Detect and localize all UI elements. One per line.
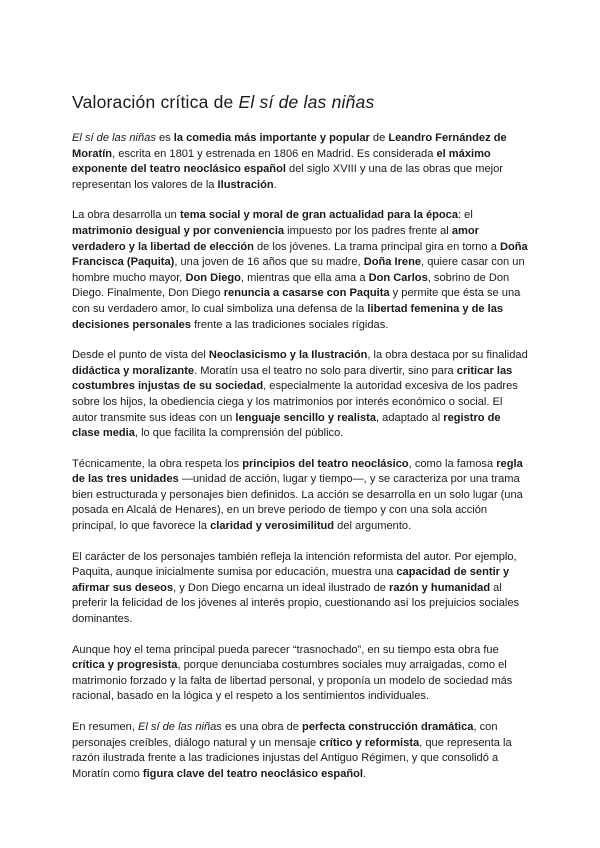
text-run: al preferir la felicidad de los jóvenes al interés propio, cuestionando así los prejuicios sociales dominantes. — [72, 581, 520, 626]
text-run: En resumen, — [72, 721, 138, 733]
bold-run: libertad femenina y de las decisiones personales — [72, 302, 504, 331]
bold-run: amor verdadero y la libertad de elección — [72, 224, 479, 253]
paragraph-plot — [72, 208, 530, 333]
paragraph-neoclassicism — [72, 348, 530, 442]
paragraph-summary — [72, 720, 530, 782]
text-run: , mientras que ella ama a — [240, 271, 369, 284]
text-run: , quiere casar con un hombre mucho mayor, — [72, 256, 525, 284]
text-run: Desde el punto de vista del — [72, 349, 209, 362]
bold-run: capacidad de sentir y afirmar sus deseos — [72, 566, 510, 594]
text-run: es — [155, 132, 174, 144]
bold-run: didáctica y moralizante — [72, 364, 195, 377]
text-run: , que representa la razón ilustrada frente a las tradiciones injustas del Antiguo Régimen, y que consolidó a Moratín como — [72, 736, 512, 780]
bold-run: renuncia a casarse con Paquita — [223, 287, 390, 300]
bold-run: Doña Francisca (Paquita) — [72, 240, 528, 269]
bold-run: Doña Irene — [363, 256, 422, 269]
text-run: La obra desarrolla un — [72, 209, 180, 222]
bold-run: registro de clase media — [72, 411, 501, 440]
bold-run: criticar las costumbres injustas de su sociedad — [72, 364, 513, 393]
text-run: Técnicamente, la obra respeta los — [72, 457, 243, 470]
bold-run: Ilustración — [217, 178, 274, 191]
bold-run: principios del teatro neoclásico — [242, 457, 409, 470]
text-run: , porque denunciaba costumbres sociales muy arraigadas, como el matrimonio forzado y la falta de libertad personal, y proponía un modelo de sociedad más racional, basado en la lógica y el respeto a los sentimientos individuales. — [72, 659, 513, 703]
text-run: Aunque hoy el tema principal pueda parecer “trasnochado”, en su tiempo esta obra fue — [72, 643, 499, 656]
text-run: es una obra de — [221, 721, 303, 733]
paragraph-technique — [72, 457, 530, 535]
title-work: El sí de las niñas — [238, 92, 375, 112]
text-run: y permite que ésta se una con su verdadero amor, lo cual simboliza una defensa de la — [72, 287, 521, 315]
text-run: , adaptado al — [376, 411, 444, 424]
bold-run: razón y humanidad — [389, 581, 491, 594]
bold-run: lenguaje sencillo y realista — [235, 411, 377, 424]
text-run: . Moratín usa el teatro no solo para divertir, sino para — [194, 364, 457, 377]
bold-run: claridad y verosimilitud — [210, 520, 335, 533]
text-run: , escrita en 1801 y estrenada en 1806 en Madrid. Es considerada — [112, 147, 437, 160]
bold-run: Leandro Fernández de Moratín — [72, 132, 507, 160]
text-run: , la obra destaca por su finalidad — [367, 349, 528, 362]
page-title — [72, 92, 530, 113]
bold-run: la comedia más importante y popular — [173, 132, 370, 144]
bold-run: perfecta construcción dramática — [302, 721, 474, 733]
bold-run: figura clave del teatro neoclásico español — [142, 767, 364, 780]
bold-run: Don Carlos — [368, 271, 428, 284]
work-title-italic: El sí de las niñas — [72, 132, 156, 144]
text-run: del siglo XVIII y una de las obras que mejor representan los valores de la — [72, 163, 504, 191]
text-run: El carácter de los personajes también refleja la intención reformista del autor. Por ejemplo, Paquita, aunque inicialmente sumisa por educación, muestra una — [72, 550, 517, 579]
text-run: frente a las tradiciones sociales rígidas. — [191, 318, 389, 331]
bold-run: tema social y moral de gran actualidad para la época — [179, 209, 459, 222]
text-run: impuesto por los padres frente al — [284, 224, 452, 237]
text-run: . — [363, 767, 367, 780]
paragraph-relevance — [72, 643, 530, 705]
paragraph-intro — [72, 131, 530, 193]
bold-run: regla de las tres unidades — [72, 457, 523, 486]
text-run: del argumento. — [334, 520, 412, 533]
text-run: de los jóvenes. La trama principal gira en torno a — [253, 240, 500, 253]
bold-run: Neoclasicismo y la Ilustración — [208, 349, 368, 362]
bold-run: el máximo exponente del teatro neoclásico español — [72, 147, 491, 176]
text-run: de — [369, 132, 389, 144]
bold-run: crítica y progresista — [72, 659, 178, 672]
text-run: , como la famosa — [408, 457, 497, 470]
text-run: , lo que facilita la comprensión del público. — [134, 427, 344, 440]
text-run: : el — [458, 209, 473, 222]
title-prefix: Valoración crítica de — [72, 92, 239, 112]
paragraph-characters — [72, 550, 530, 628]
bold-run: Don Diego — [185, 271, 241, 284]
text-run: , especialmente la autoridad excesiva de los padres sobre los hijos, la obediencia ciega y los matrimonios por interés económico o social. El autor transmite sus ideas con un — [72, 380, 518, 424]
text-run: , y Don Diego encarna un ideal ilustrado de — [173, 581, 389, 594]
work-title-italic: El sí de las niñas — [137, 721, 222, 733]
text-run: . — [273, 178, 277, 191]
text-run: —unidad de acción, lugar y tiempo—, y se caracteriza por una trama bien estructurada y personajes bien definidos. La acción se desarrolla en un solo lugar (una posada en Alcalá de Henares), en un breve periodo de tiempo y con una sola acción principal, lo que favorece la — [72, 473, 523, 533]
bold-run: crítico y reformista — [319, 736, 420, 749]
text-run: , sobrino de Don Diego. Finalmente, Don Diego — [72, 271, 510, 300]
text-run: , con personajes creíbles, diálogo natural y un mensaje — [72, 721, 498, 749]
bold-run: matrimonio desigual y por conveniencia — [72, 224, 285, 237]
text-run: , una joven de 16 años que su madre, — [174, 256, 364, 269]
